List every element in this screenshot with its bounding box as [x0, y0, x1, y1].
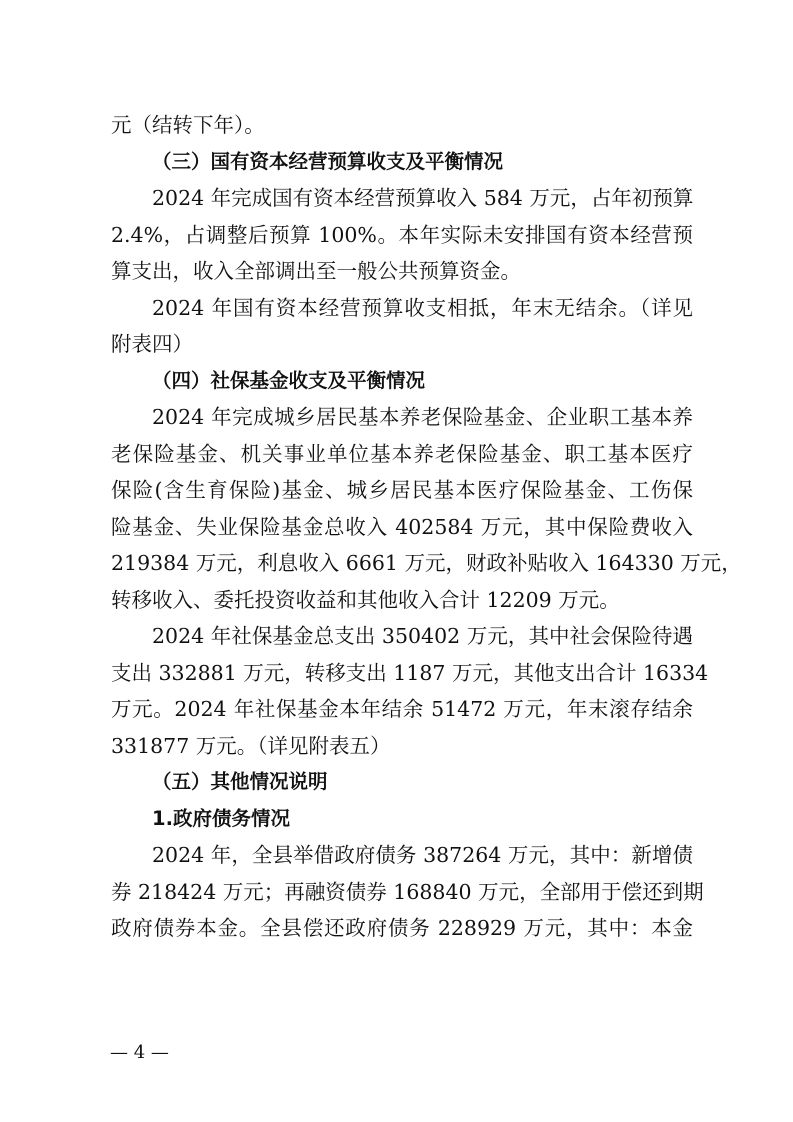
paragraph-line: 219384 万元，利息收入 6661 万元，财政补贴收入 164330 万元，	[111, 551, 742, 575]
subsection-heading-1: 1.政府债务情况	[152, 806, 290, 830]
paragraph-line: 2.4%，占调整后预算 100%。本年实际未安排国有资本经营预	[111, 222, 693, 247]
paragraph-line: 万元。2024 年社保基金本年结余 51472 万元，年末滚存结余	[111, 697, 693, 721]
paragraph-line: 2024 年完成国有资本经营预算收入 584 万元，占年初预算	[152, 186, 694, 210]
section-heading-3: （三）国有资本经营预算收支及平衡情况	[152, 149, 504, 173]
paragraph-line: 附表四）	[111, 332, 193, 356]
paragraph-line: 支出 332881 万元，转移支出 1187 万元，其他支出合计 16334	[111, 660, 709, 685]
page-number: — 4 —	[110, 1042, 169, 1063]
paragraph-line: 算支出，收入全部调出至一般公共预算资金。	[111, 259, 521, 283]
paragraph-line: 转移收入、委托投资收益和其他收入合计 12209 万元。	[111, 587, 620, 612]
section-heading-5: （五）其他情况说明	[152, 770, 328, 793]
paragraph-line: 险基金、失业保险基金总收入 402584 万元，其中保险费收入	[111, 514, 693, 539]
paragraph-line: 331877 万元。（详见附表五）	[111, 733, 391, 758]
paragraph-line: 2024 年，全县举借政府债务 387264 万元，其中：新增债	[152, 843, 693, 867]
document-body	[111, 107, 742, 947]
paragraph-line: 保险(含生育保险)基金、城乡居民基本医疗保险基金、工伤保	[111, 478, 693, 502]
paragraph-line: 老保险基金、机关事业单位基本养老保险基金、职工基本医疗	[111, 441, 693, 466]
paragraph-line: 券 218424 万元；再融资债券 168840 万元，全部用于偿还到期	[111, 879, 704, 904]
paragraph-line: 2024 年国有资本经营预算收支相抵，年末无结余。（详见	[152, 295, 693, 320]
paragraph-line: 2024 年完成城乡居民基本养老保险基金、企业职工基本养	[152, 405, 693, 429]
paragraph-line: 2024 年社保基金总支出 350402 万元，其中社会保险待遇	[152, 624, 693, 648]
paragraph-line: 元（结转下年）。	[111, 113, 265, 137]
paragraph-line: 政府债券本金。全县偿还政府债务 228929 万元，其中：本金	[111, 916, 693, 940]
section-heading-4: （四）社保基金收支及平衡情况	[152, 368, 426, 392]
